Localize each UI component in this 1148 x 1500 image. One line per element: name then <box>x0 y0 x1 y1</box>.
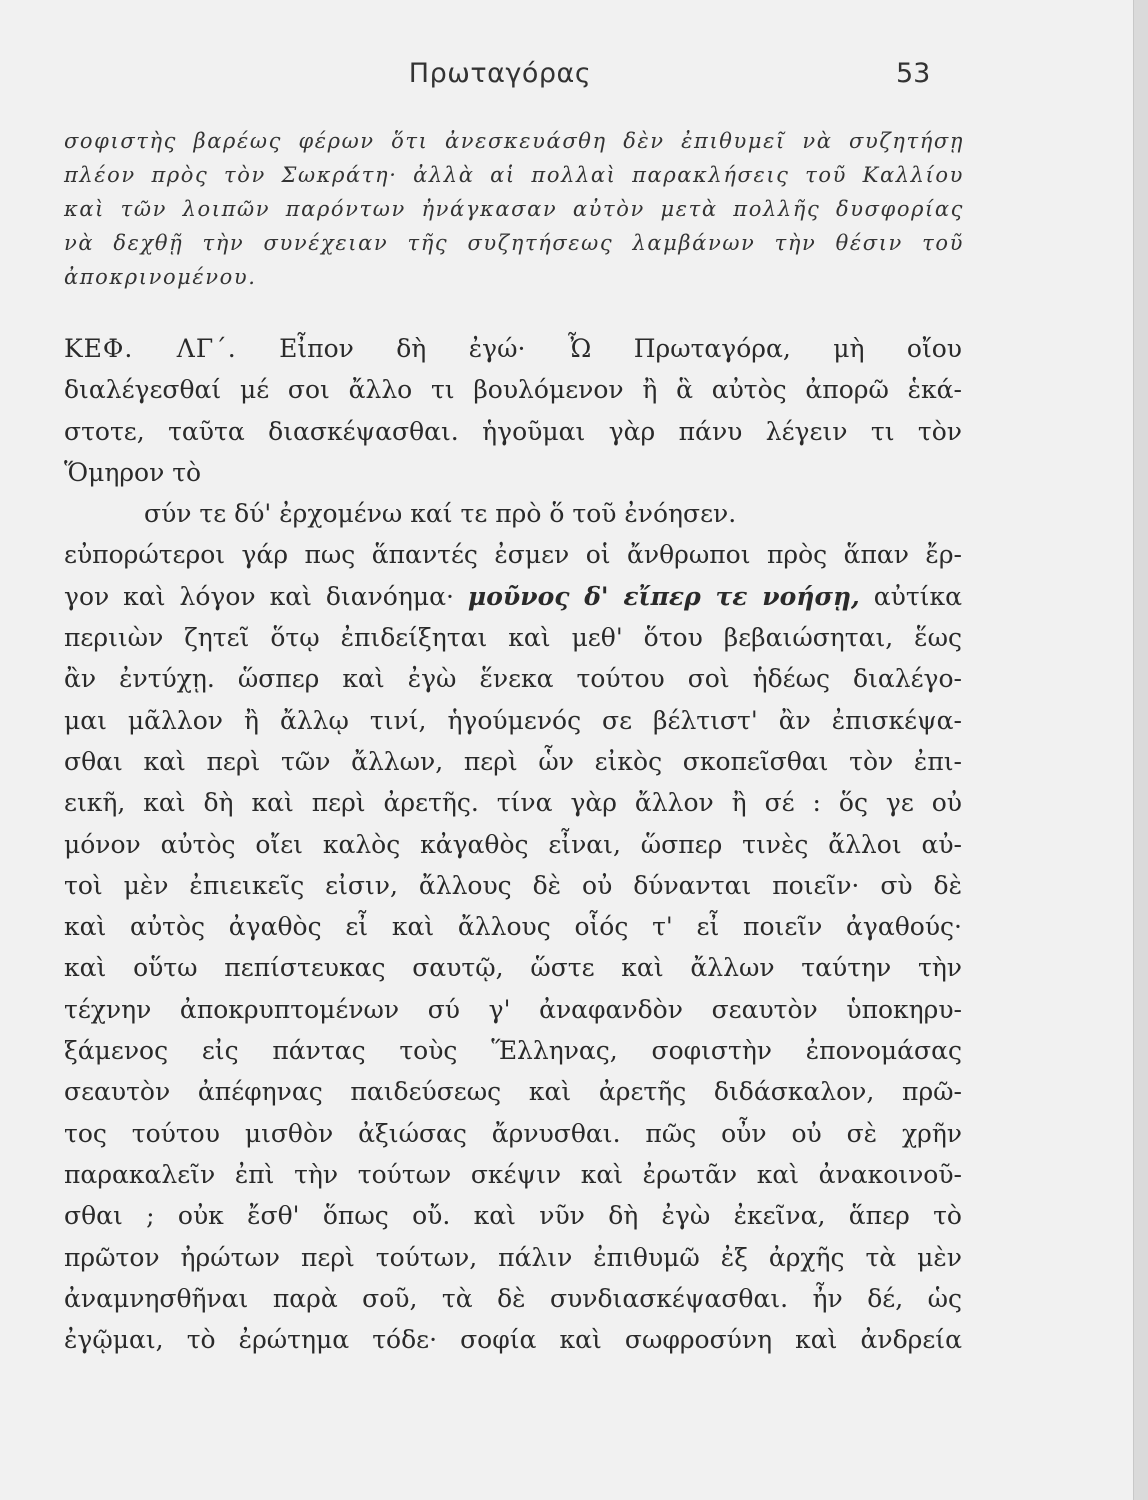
body-line-text: Εἶπον δὴ ἐγώ· Ὦ Πρωταγόρα, μὴ οἴου <box>279 334 963 363</box>
body-line: τέχνην ἀποκρυπτομένων σύ γ' ἀναφανδὸν σεαυτὸν ὑποκηρυ- <box>64 994 962 1024</box>
body-line: ἐγῷμαι, τὸ ἐρώτημα τόδε· σοφία καὶ σωφροσύνη καὶ ἀνδρεία <box>64 1325 962 1355</box>
page-number: 53 <box>896 58 931 89</box>
body-line: παρακαλεῖν ἐπὶ τὴν τούτων σκέψιν καὶ ἐρωτᾶν καὶ ἀνακοινοῦ- <box>64 1159 962 1189</box>
body-line: μόνον αὐτὸς οἴει καλὸς κἀγαθὸς εἶναι, ὥσπερ τινὲς ἄλλοι αὐ- <box>64 829 962 859</box>
body-line: μαι μᾶλλον ἢ ἄλλῳ τινί, ἡγούμενός σε βέλτιστ' ἂν ἐπισκέψα- <box>64 705 962 735</box>
chapter-body <box>64 328 962 1360</box>
body-line <box>64 328 962 369</box>
body-line: καὶ οὕτω πεπίστευκας σαυτῷ, ὥστε καὶ ἄλλων ταύτην τὴν <box>64 953 962 983</box>
body-line-text: αὐτίκα <box>873 581 962 611</box>
body-line: εικῆ, καὶ δὴ καὶ περὶ ἀρετῆς. τίνα γὰρ ἄλλον ἢ σέ : ὅς γε οὐ <box>64 788 962 818</box>
body-line: ἂν ἐντύχῃ. ὥσπερ καὶ ἐγὼ ἕνεκα τούτου σοὶ ἡδέως διαλέγο- <box>64 664 962 694</box>
note-line: νὰ δεχθῇ τὴν συνέχειαν τῆς συζητήσεως λαμβάνων τὴν θέσιν τοῦ <box>64 231 964 255</box>
page-edge-shadow <box>1133 0 1148 1500</box>
note-line: καὶ τῶν λοιπῶν παρόντων ἠνάγκασαν αὐτὸν μετὰ πολλῆς δυσφορίας <box>64 197 964 221</box>
body-line: περιιὼν ζητεῖ ὅτῳ ἐπιδείξηται καὶ μεθ' ὅτου βεβαιώσηται, ἕως <box>64 623 962 653</box>
body-line: τος τούτου μισθὸν ἀξιώσας ἄρνυσθαι. πῶς οὖν οὐ σὲ χρῆν <box>64 1118 962 1148</box>
body-line: σθαι καὶ περὶ τῶν ἄλλων, περὶ ὧν εἰκὸς σκοπεῖσθαι τὸν ἐπι- <box>64 746 962 776</box>
body-line-text: γον καὶ λόγον καὶ διανόημα· <box>64 581 454 611</box>
body-line <box>64 576 962 617</box>
body-line: ἀναμνησθῆναι παρὰ σοῦ, τὰ δὲ συνδιασκέψασθαι. ἦν δέ, ὡς <box>64 1283 962 1313</box>
body-line: πρῶτον ἠρώτων περὶ τούτων, πάλιν ἐπιθυμῶ ἐξ ἀρχῆς τὰ μὲν <box>64 1242 962 1272</box>
emphasized-quotation: μοῦνος δ' εἴπερ τε νοήσῃ, <box>467 581 860 611</box>
body-line: τοὶ μὲν ἐπιεικεῖς εἰσιν, ἄλλους δὲ οὐ δύνανται ποιεῖν· σὺ δὲ <box>64 870 962 900</box>
body-line: ξάμενος εἰς πάντας τοὺς Ἕλληνας, σοφιστὴν ἐπονομάσας <box>64 1036 962 1066</box>
note-line: σοφιστὴς βαρέως φέρων ὅτι ἀνεσκευάσθη δὲν ἐπιθυμεῖ νὰ συζητήσῃ <box>64 129 964 153</box>
running-title: Πρωταγόρας <box>408 58 592 89</box>
body-line: Ὅμηρον τὸ <box>64 457 202 487</box>
chapter-heading: ΚΕΦ. ΛΓ΄. <box>64 334 237 363</box>
body-line: στοτε, ταῦτα διασκέψασθαι. ἡγοῦμαι γὰρ πάνυ λέγειν τι τὸν <box>64 416 962 446</box>
body-line: σεαυτὸν ἀπέφηνας παιδεύσεως καὶ ἀρετῆς διδάσκαλον, πρῶ- <box>64 1077 962 1107</box>
footnote-paragraph <box>64 124 964 294</box>
note-line: ἀποκρινομένου. <box>64 265 257 289</box>
homer-quotation: σύν τε δύ' ἐρχομένω καί τε πρὸ ὅ τοῦ ἐνόησεν. <box>144 499 737 529</box>
note-line: πλέον πρὸς τὸν Σωκράτη· ἀλλὰ αἱ πολλαὶ παρακλήσεις τοῦ Καλλίου <box>64 163 964 187</box>
body-line: καὶ αὐτὸς ἀγαθὸς εἶ καὶ ἄλλους οἷός τ' εἶ ποιεῖν ἀγαθούς· <box>64 912 962 942</box>
body-line: σθαι ; οὐκ ἔσθ' ὅπως οὔ. καὶ νῦν δὴ ἐγὼ ἐκεῖνα, ἅπερ τὸ <box>64 1201 962 1231</box>
body-line: εὐπορώτεροι γάρ πως ἅπαντές ἐσμεν οἱ ἄνθρωποι πρὸς ἅπαν ἔρ- <box>64 540 962 570</box>
body-line: διαλέγεσθαί μέ σοι ἄλλο τι βουλόμενον ἢ ἃ αὐτὸς ἀπορῶ ἑκά- <box>64 375 962 405</box>
